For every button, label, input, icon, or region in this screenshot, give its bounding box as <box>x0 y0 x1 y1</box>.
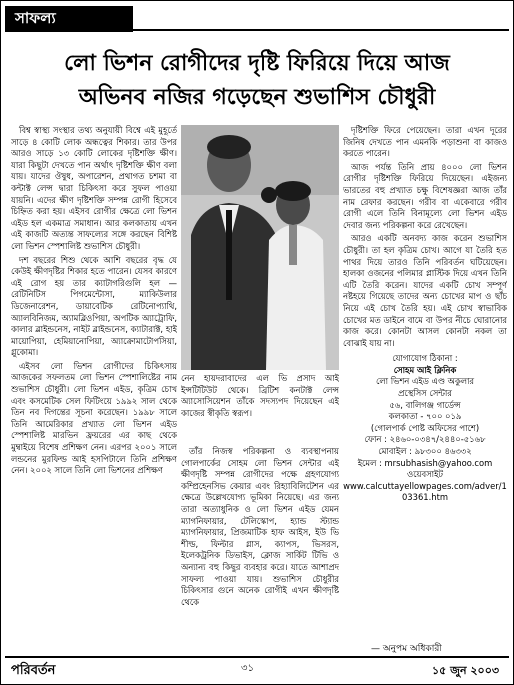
publication-date: ১৫ জুন ২০০৩ <box>432 664 499 677</box>
publication-name: পরিবর্তন <box>11 663 56 678</box>
phone-number: ফোন : ২৪৬০-০৩৪৭/২৪৪০-৫১৬৮ <box>364 434 486 445</box>
address-landmark: (গোলপার্ক পোষ্ট অফিসের পাশে) <box>370 422 480 433</box>
photo-illustration <box>181 125 339 370</box>
contact-block <box>343 353 507 504</box>
paragraph: বিশ্ব স্বাস্থ্য সংস্থার তথ্য অনুযায়ী বিশ্বে এই মুহূর্তে সাড়ে ৪ কোটি লোক অন্ধত্বের শিকার। তার উপর আরও সাড়ে ১৩ কোটি লোকের দৃষ্টিশক্তি ক্ষীণ। যারা কিছুটা দেখতে পান অর্থাৎ দৃষ্টিশক্তি ক্ষীণ বলা যায়। যাদের ঔষুধ, অপারেশন, প্রথাগত চশমা বা কন্টাক্ট লেন্স দ্বারা চিকিৎসা করে সুফল পাওয়া যায়নি। এদের ক্ষীণ দৃষ্টিশক্তি সম্পন্ন রোগী হিসেবে চিহ্নিত করা হয়। এইসব রোগীর ক্ষেত্রে লো ভিশন এইড হল একমাত্র সমাধান। আর কলকাতায় এখন এই কাজটি অত্যন্ত সাফল্যের সঙ্গে করছেন বিশিষ্ট লো ভিশন স্পেশালিষ্ট শুভাশিস চৌধুরী। <box>11 125 177 251</box>
email-address: ইমেল : mrsubhasish@yahoo.com <box>357 457 493 468</box>
middle-column <box>181 446 339 651</box>
page-number: ৩১ <box>241 663 254 674</box>
paragraph: আরও একটি অনবদ্য কাজ করেন শুভাশিস চৌধুরী। তা হল কৃত্রিম চোখ। আগে যা তৈরি হত পাথর দিয়ে তারও তিনি পরিবর্তন ঘটিয়েছেন। হালকা ওজনের পলিমার প্লাস্টিক দিয়ে এখন তিনি এটি তৈরি করেন। যাদের একটি চোখ সম্পূর্ণ নষ্টহয়ে গিয়েছে তাদের অন্য চোখের মাপ ও ছাঁচ নিয়ে এই চোখ তৈরি হয়। এই চোখ স্বাভাবিক চোখের মত ডাইনে বামে বা উপর নীচে ঘোরানোর কাজ করে। কোনটা আসল কোনটা নকল তা বোঝাই যায় না। <box>343 233 507 348</box>
paragraph: দশ বছরের শিশু থেকে আশি বছরের বৃদ্ধ যে কেউই ক্ষীণদৃষ্টির শিকার হতে পারেন। যেসব কারণে এই রোগ হয় তার ক্যাটাগরিগুলি হল — রেটিনিটিস পিগমেন্টোসা, ম্যাকিউলার ডিজেনারেশন, ডায়াবেটিক রেটিনোপ্যাথি, অ্যালবিনিজম, অ্যামব্লিওপিয়া, অপটিক অ্যাট্রোফি, কালার ব্লাইন্ডনেস, নাইট ব্লাইন্ডনেস, ক্যাটারাক্ট, হাই মায়োপিয়া, হেমিয়ানোপিয়া, অ্যাক্রোমাটোপসিয়া, গ্লুকোমা। <box>11 254 177 358</box>
paragraph: দৃষ্টিশক্তি ফিরে পেয়েছেন। তারা এখন দূরের জিনিষ দেখতে পান এমনকি পড়াশুনা বা কাজও করতে পারেন। <box>343 125 507 159</box>
section-label: সাফল্য <box>5 6 133 32</box>
paragraph: তাঁর নিজস্ব পরিকল্পনা ও ব্যবস্থাপনায় গোলপার্কের সোহম লো ভিশন সেন্টার এই ক্ষীণদৃষ্টি সম্পন্ন রোগীদের পক্ষে গ্রহণযোগ্য কম্প্রিহেনসিভ কেয়ার এবং রিহ্যাবিলিটেশন এর ক্ষেত্রে উল্লেখযোগ্য ভূমিকা নিয়েছে। এর জন্য তারা অত্যাধুনিক ও লো ভিশন এইড যেমন ম্যাগনিফায়ার, টেলিস্কোপ, হ্যান্ড স্ট্যান্ড ম্যাগনিফায়ার, প্রিজমাটিক হাফ আইস, ইউ ভি শীল্ড, ফিল্টার গ্লাস, ক্যাপস, ভিসরস, ইলেকট্রনিক ডিভাইস, ক্লোজ সার্কিট টিভি ও অন্যান্য বহু কিছুর ব্যবহার করে। যাতে আশাপ্রদ সাফল্য পাওয়া যায়। শুভাশিস চৌধুরীর চিকিৎসার গুনে অনেক রোগীই এখন ক্ষীণদৃষ্টি থেকে <box>181 446 339 607</box>
address-line-1: ৫৬, বালিগঞ্জ গার্ডেন্স <box>389 399 461 410</box>
photo-caption: নেন হায়দরাবাদের এল ভি প্রসাদ আই ইন্সটিটিউট থেকে। ব্রিটিশ কনটাক্ট লেন্স অ্যাসোসিয়েশন তাঁকে সদস্যপদ দিয়েছেন এই কাজের স্বীকৃতি স্বরূপ। <box>181 373 339 418</box>
right-column <box>343 125 507 645</box>
clinic-tagline-2: প্রস্থেসিস সেন্টার <box>398 388 452 399</box>
contact-heading: যোগাযোগ ঠিকানা : <box>392 353 458 364</box>
headline-line-1: লো ভিশন রোগীদের দৃষ্টি ফিরিয়ে দিয়ে আজ <box>64 51 450 76</box>
header-rule <box>133 29 509 31</box>
mobile-number: মোবাইল : ৯৮৩০০ ৪৬৩৩২ <box>378 446 472 457</box>
paragraph: এইসব লো ভিশন রোগীদের চিকিৎসায় আজকের সফলতম লো ভিশন স্পেশালিষ্টের নাম শুভাশিস চৌধুরী। লো ভিশন এইড, কৃত্রিম চোখ এবং কসমেটিক সেল ফিটিংয়ে ১৯৯২ সাল থেকে তিন নব দিগন্তের সূচনা করেছেন। ১৯৯৮ সালে তিনি আমেরিকার প্রখ্যাত লো ভিশন এইড স্পেশালিষ্ট মারভিন ফ্রয়রের এর কাছ থেকে মুম্বাইয়ে বিশেষ প্রশিক্ষণ নেন। এরপর ২০০১ সালে লন্ডনের মুরফিল্ড আই হসপিটালে তিনি প্রশিক্ষণ নেন। ২০০২ সালে তিনি লো ভিশনের প্রশিক্ষণ <box>11 360 177 476</box>
address-line-2: কলকাতা - ৭০০ ০১৯ <box>388 411 462 422</box>
left-column <box>11 125 177 645</box>
author-credit: — অনুপম অধিকারী <box>371 644 442 654</box>
website-label: ওয়েবসাইট <box>406 469 443 480</box>
paragraph: আজ পর্যন্ত তিনি প্রায় ৪০০০ লো ভিশন রোগীর দৃষ্টিশক্তি ফিরিয়ে দিয়েছেন। এইজন্য ভারতের বহু প্রখ্যাত চক্ষু বিশেষজ্ঞরা আজ তাঁর নাম রেফার করছেন। গরীব বা একেবারে গরীব রোগী এলে তিনি বিনামূল্যে লো ভিশন এইড দেবার জন্য পরিকল্পনা করে রেখেছেন। <box>343 161 507 230</box>
website-url: www.calcuttayellowpages.com/adver/103361.htm <box>343 480 507 503</box>
headline-line-2: অভিনব নজির গড়েছেন শুভাশিস চৌধুরী <box>78 85 436 110</box>
clinic-tagline-1: লো ভিশন এইড এণ্ড অকুলার <box>375 376 475 387</box>
footer-rule <box>5 656 509 658</box>
photo <box>181 125 339 370</box>
clinic-name: সোহম আই ক্লিনিক <box>393 364 457 375</box>
